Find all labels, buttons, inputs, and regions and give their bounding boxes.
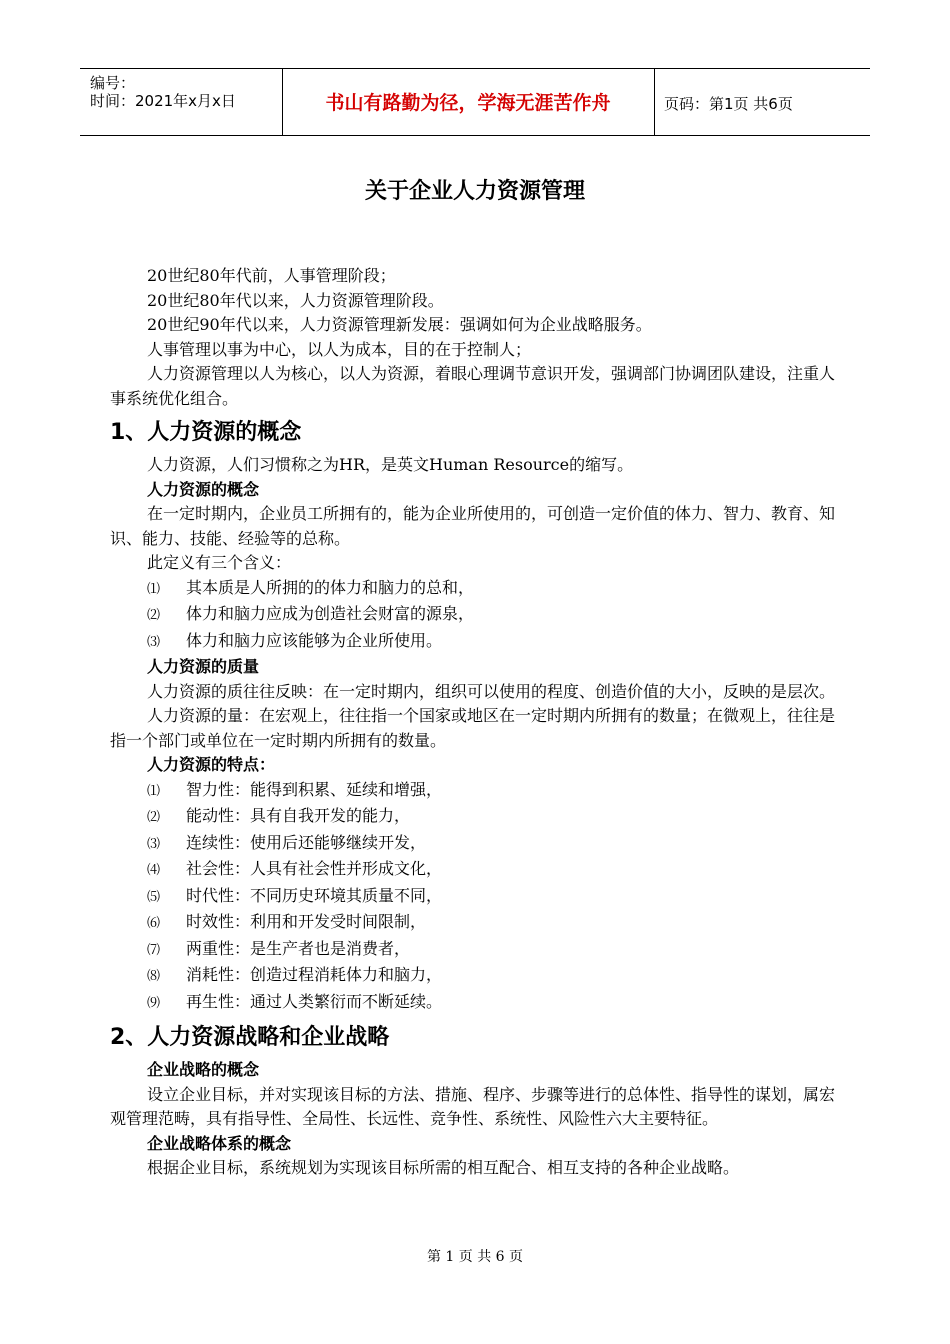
list-number: ⑸ xyxy=(147,889,161,905)
list-item xyxy=(110,778,845,805)
intro-paragraph: 人事管理以事为中心，以人为成本，目的在于控制人； xyxy=(147,339,532,359)
list-item xyxy=(110,602,845,629)
list-number: ⑷ xyxy=(147,863,161,878)
list-number: ⑵ xyxy=(147,608,161,623)
list-number: ⑹ xyxy=(147,916,161,931)
list-item xyxy=(110,576,845,603)
intro-paragraph: 20世纪80年代前，人事管理阶段； xyxy=(147,266,396,285)
section-heading: 2、人力资源战略和企业战略 xyxy=(110,1025,390,1050)
page-footer: 第 1 页 共 6 页 xyxy=(426,1249,524,1265)
list-number: ⑼ xyxy=(147,995,161,1011)
subheading: 人力资源的概念 xyxy=(147,479,260,499)
subheading: 人力资源的质量 xyxy=(147,657,260,676)
subheading: 企业战略体系的概念 xyxy=(147,1133,292,1153)
list-text: 消耗性：创造过程消耗体力和脑力， xyxy=(186,965,443,984)
list-item xyxy=(110,831,845,858)
list-item xyxy=(110,990,845,1017)
list-item xyxy=(110,857,845,884)
list-text: 其本质是人所拥的的体力和脑力的总和， xyxy=(186,577,475,597)
list-item xyxy=(110,804,845,831)
list-item xyxy=(110,884,845,911)
body-paragraph: 人力资源的质往往反映：在一定时期内，组织可以使用的程度、创造价值的大小，反映的是层次。 xyxy=(147,681,836,701)
list-item xyxy=(110,937,845,964)
list-number: ⑶ xyxy=(147,634,161,650)
document-title: 关于企业人力资源管理 xyxy=(364,179,585,204)
list-number: ⑴ xyxy=(147,783,161,799)
header-bottom-rule xyxy=(80,135,870,136)
list-text: 体力和脑力应成为创造社会财富的源泉， xyxy=(186,604,475,623)
subheading: 人力资源的特点： xyxy=(147,755,276,774)
list-text: 再生性：通过人类繁衍而不断延续。 xyxy=(186,991,443,1011)
list-number: ⑴ xyxy=(147,581,161,597)
header-divider-right xyxy=(654,68,655,136)
list-number: ⑵ xyxy=(147,810,161,825)
document-body xyxy=(110,264,845,1181)
list-text: 时代性：不同历史环境其质量不同， xyxy=(186,885,443,905)
body-paragraph: 根据企业目标，系统规划为实现该目标所需的相互配合、相互支持的各种企业战略。 xyxy=(147,1158,740,1177)
list-number: ⑺ xyxy=(147,942,161,958)
body-paragraph: 人力资源的量：在宏观上，往往指一个国家或地区在一定时期内所拥有的数量；在微观上，往往是指一个部门或单位在一定时期内所拥有的数量。 xyxy=(110,706,836,750)
intro-paragraph: 人力资源管理以人为核心，以人为资源，着眼心理调节意识开发，强调部门协调团队建设，注重人事系统优化组合。 xyxy=(110,364,836,408)
header-motto: 书山有路勤为径，学海无涯苦作舟 xyxy=(325,92,611,114)
list-item xyxy=(110,963,845,990)
section-heading: 1、人力资源的概念 xyxy=(110,420,302,445)
list-text: 时效性：利用和开发受时间限制， xyxy=(186,912,427,931)
header-number-label: 编号： xyxy=(90,74,136,92)
list-item xyxy=(110,910,845,937)
body-paragraph: 设立企业目标，并对实现该目标的方法、措施、程序、步骤等进行的总体性、指导性的谋划，属宏观管理范畴，具有指导性、全局性、长远性、竞争性、系统性、风险性六大主要特征。 xyxy=(110,1084,836,1128)
body-paragraph: 在一定时期内，企业员工所拥有的，能为企业所使用的，可创造一定价值的体力、智力、教育、知识、能力、技能、经验等的总称。 xyxy=(110,504,836,548)
header-top-rule xyxy=(80,68,870,69)
list-text: 两重性：是生产者也是消费者， xyxy=(186,938,411,958)
header-page-code: 页码：第1页 共6页 xyxy=(664,95,793,113)
body-paragraph: 人力资源，人们习惯称之为HR，是英文Human Resource的缩写。 xyxy=(147,455,634,474)
header-time-label: 时间：2021年x月x日 xyxy=(90,92,236,110)
list-number: ⑻ xyxy=(147,969,161,984)
list-text: 社会性：人具有社会性并形成文化， xyxy=(186,859,443,878)
subheading: 企业战略的概念 xyxy=(147,1060,260,1079)
intro-paragraph: 20世纪80年代以来，人力资源管理阶段。 xyxy=(147,290,444,310)
list-text: 能动性：具有自我开发的能力， xyxy=(186,806,411,825)
list-text: 智力性：能得到积累、延续和增强， xyxy=(186,779,443,799)
list-text: 连续性：使用后还能够继续开发， xyxy=(186,832,427,852)
list-number: ⑶ xyxy=(147,836,161,852)
list-text: 体力和脑力应该能够为企业所使用。 xyxy=(186,630,443,650)
list-item xyxy=(110,629,845,656)
body-paragraph: 此定义有三个含义： xyxy=(147,553,292,572)
intro-paragraph: 20世纪90年代以来，人力资源管理新发展：强调如何为企业战略服务。 xyxy=(147,315,652,334)
